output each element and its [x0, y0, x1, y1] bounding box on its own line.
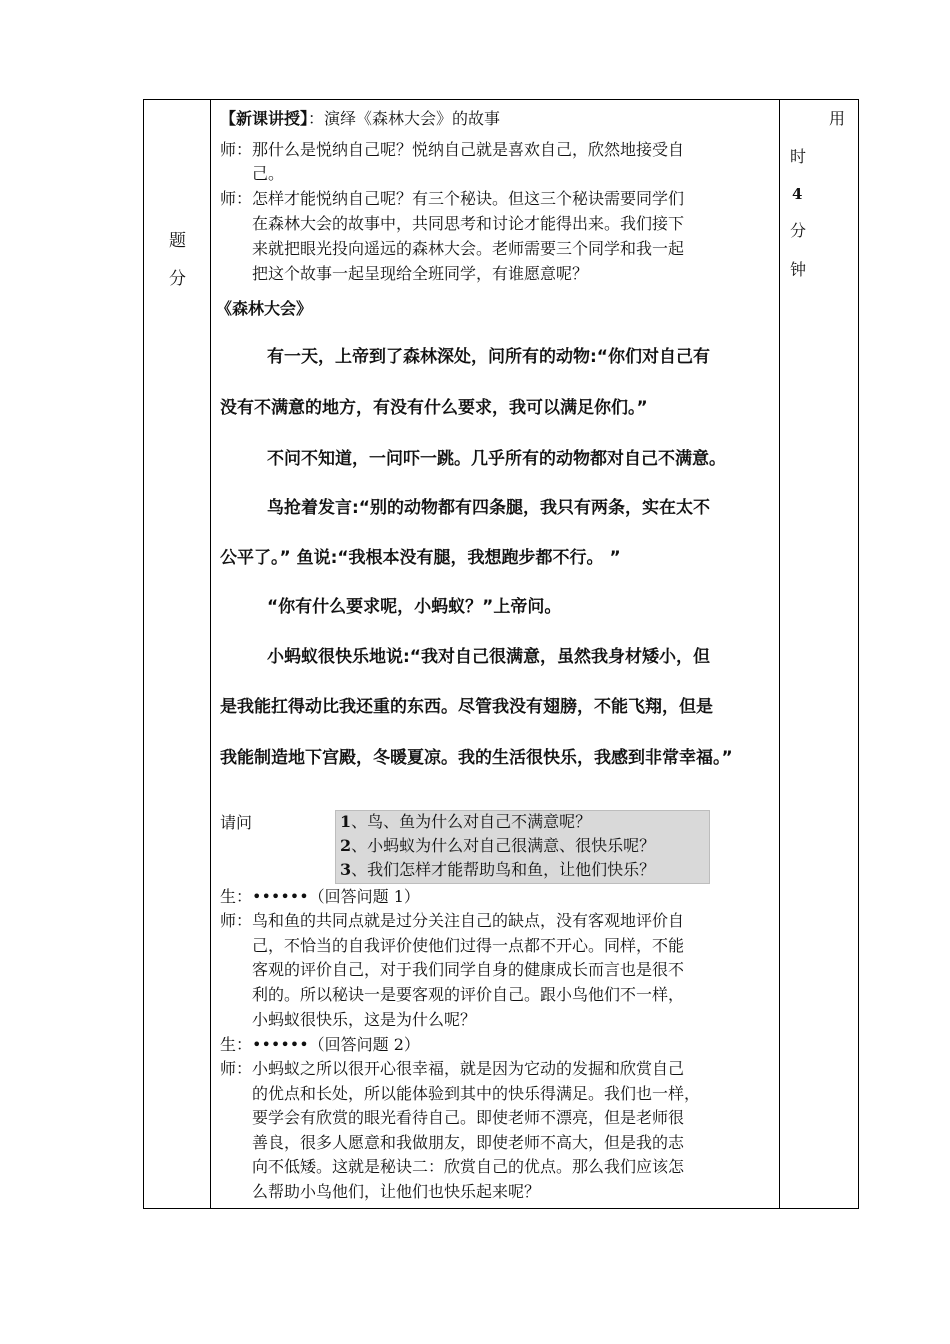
intro-line: 己。 — [252, 164, 285, 183]
time-char: 用 — [829, 109, 846, 128]
story-line: 没有不满意的地方，有没有什么要求，我可以满足你们。” — [220, 398, 648, 418]
discussion-line: 客观的评价自己，对于我们同学自身的健康成长而言也是很不 — [252, 960, 685, 979]
time-cell — [780, 100, 860, 1208]
story-line: 公平了。” 鱼说:“我根本没有腿，我想跑步都不行。 ” — [220, 548, 621, 568]
question-prefix: 请问 — [220, 813, 253, 832]
story-line: “你有什么要求呢，小蚂蚁？”上帝问。 — [267, 597, 562, 617]
discussion-line: 善良，很多人愿意和我做朋友，即使老师不高大，但是我的志 — [252, 1133, 685, 1152]
lesson-content-cell — [211, 100, 780, 1208]
discussion-line: 要学会有欣赏的眼光看待自己。即使老师不漂亮，但是老师很 — [252, 1108, 685, 1127]
story-line: 不问不知道，一问吓一跳。几乎所有的动物都对自己不满意。 — [267, 449, 726, 469]
story-title: 《森林大会》 — [216, 299, 313, 318]
time-minutes: 4 — [792, 185, 803, 203]
section-header — [220, 111, 500, 127]
story-line: 鸟抢着发言:“别的动物都有四条腿，我只有两条，实在太不 — [267, 498, 710, 518]
discussion-line: 师：鸟和鱼的共同点就是过分关注自己的缺点，没有客观地评价自 — [220, 911, 685, 930]
section-label-cell — [144, 100, 211, 1208]
discussion-line: 向不低矮。这就是秘诀二：欣赏自己的优点。那么我们应该怎 — [252, 1157, 685, 1176]
story-line: 有一天，上帝到了森林深处，问所有的动物:“你们对自己有 — [267, 347, 710, 367]
section-label-char: 分 — [169, 269, 186, 289]
question-box — [335, 810, 710, 884]
intro-line: 把这个故事一起呈现给全班同学，有谁愿意呢？ — [252, 264, 589, 283]
question-item: 3、我们怎样才能帮助鸟和鱼，让他们快乐？ — [340, 860, 656, 879]
time-char: 分 — [790, 221, 807, 240]
intro-line: 在森林大会的故事中，共同思考和讨论才能得出来。我们接下 — [252, 214, 685, 233]
discussion-line: 么帮助小鸟他们，让他们也快乐起来呢？ — [252, 1182, 541, 1201]
discussion-line: 生：••••••（回答问题 1） — [220, 887, 420, 906]
story-line: 小蚂蚁很快乐地说:“我对自己很满意，虽然我身材矮小，但 — [267, 647, 710, 667]
discussion-line: 小蚂蚁很快乐，这是为什么呢？ — [252, 1010, 477, 1029]
section-label-char: 题 — [169, 231, 186, 251]
section-title: ：演绎《森林大会》的故事 — [308, 109, 501, 128]
discussion-line: 的优点和长处，所以能体验到其中的快乐得满足。我们也一样， — [252, 1084, 701, 1103]
intro-line: 师：怎样才能悦纳自己呢？有三个秘诀。但这三个秘诀需要同学们 — [220, 189, 685, 208]
time-char: 时 — [790, 147, 807, 166]
discussion-line: 己，不恰当的自我评价使他们过得一点都不开心。同样，不能 — [252, 936, 685, 955]
discussion-line: 利的。所以秘诀一是要客观的评价自己。跟小鸟他们不一样， — [252, 985, 685, 1004]
discussion-line: 生：••••••（回答问题 2） — [220, 1035, 420, 1054]
discussion-line: 师：小蚂蚁之所以很开心很幸福，就是因为它动的发掘和欣赏自己 — [220, 1059, 685, 1078]
intro-line: 来就把眼光投向遥远的森林大会。老师需要三个同学和我一起 — [252, 239, 685, 258]
section-tag: 【新课讲授】 — [220, 109, 309, 128]
story-line: 我能制造地下宫殿，冬暖夏凉。我的生活很快乐，我感到非常幸福。” — [220, 748, 733, 768]
question-item: 2、小蚂蚁为什么对自己很满意、很快乐呢？ — [340, 836, 656, 855]
story-line: 是我能扛得动比我还重的东西。尽管我没有翅膀，不能飞翔，但是 — [220, 697, 713, 717]
time-char: 钟 — [790, 260, 807, 279]
intro-line: 师：那什么是悦纳自己呢？悦纳自己就是喜欢自己，欣然地接受自 — [220, 140, 685, 159]
lesson-table — [143, 99, 859, 1209]
question-item: 1、鸟、鱼为什么对自己不满意呢？ — [340, 812, 592, 831]
